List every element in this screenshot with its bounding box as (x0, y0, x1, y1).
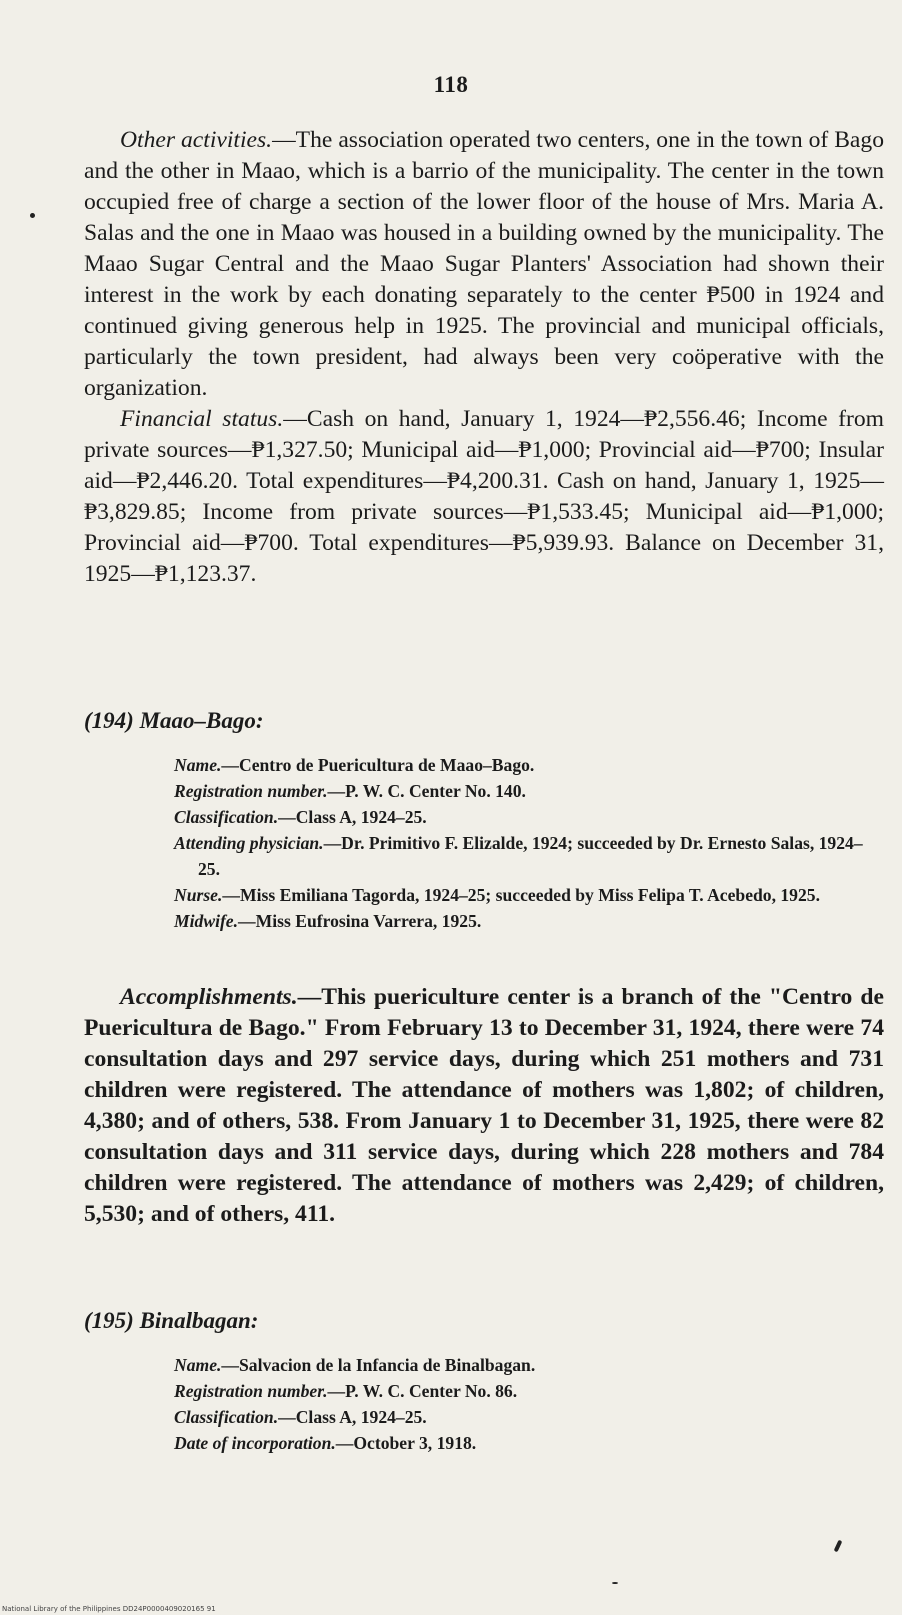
entry-classification (174, 804, 884, 830)
footer-scan-credit: National Library of the Philippines DD24P0000409020165 91 (2, 1605, 216, 1613)
body-text-accomplishments (84, 982, 884, 1230)
entry-date-of-incorporation (174, 1430, 884, 1456)
entry-label: Name. (174, 1355, 222, 1375)
entry-label: Registration number. (174, 781, 328, 801)
section-heading-195: (195) Binalbagan: (84, 1308, 259, 1333)
entry-label: Nurse. (174, 885, 223, 905)
entry-label: Midwife. (174, 911, 239, 931)
entry-classification (174, 1404, 884, 1430)
entry-label: Date of incorporation. (174, 1433, 336, 1453)
paragraph-body: —The association operated two centers, one in the town of Bago and the other in Maao, which is a barrio of the municipality. The center in the town occupied free of charge a section of the lower floor of the house of Mrs. Maria A. Salas and the one in Maao was housed in a building owned by the municipality. The Maao Sugar Central and the Maao Sugar Planters' Association had shown their interest in the work by each donating separately to the center ₱500 in 1924 and continued giving generous help in 1925. The provincial and municipal officials, particularly the town president, had always been very coöperative with the organization. (84, 127, 884, 401)
entry-value: —P. W. C. Center No. 86. (327, 1381, 518, 1401)
entry-label: Classification. (174, 1407, 279, 1427)
entry-label: Registration number. (174, 1381, 328, 1401)
paragraph-body: —This puericulture center is a branch of the "Centro de Puericultura de Bago." From February 13 to December 31, 1924, there were 74 consultation days and 297 service days, during which 251 mothers and 731 children were registered. The attendance of mothers was 1,802; of children, 4,380; and of others, 538. From January 1 to December 31, 1925, there were 82 consultation days and 311 service days, during which 228 mothers and 784 children were registered. The attendance of mothers was 2,429; of children, 5,530; and of others, 411. (84, 984, 884, 1227)
entry-midwife (174, 908, 884, 934)
paragraph-lead: Other activities. (120, 127, 273, 153)
paragraph-other-activities (84, 125, 884, 404)
entry-value: —Class A, 1924–25. (278, 1407, 427, 1427)
entry-value: —October 3, 1918. (335, 1433, 477, 1453)
entry-label: Name. (174, 755, 222, 775)
entry-value: —Salvacion de la Infancia de Binalbagan. (221, 1355, 536, 1375)
entry-list-195 (174, 1352, 884, 1456)
entry-value: —Dr. Primitivo F. Elizalde, 1924; succeeded by Dr. Ernesto Salas, 1924–25. (198, 833, 863, 879)
ink-speck (612, 1582, 618, 1584)
paragraph-lead: Accomplishments. (120, 984, 298, 1010)
entry-value: —P. W. C. Center No. 140. (327, 781, 526, 801)
entry-value: —Class A, 1924–25. (278, 807, 427, 827)
paragraph-financial-status (84, 404, 884, 590)
paragraph-accomplishments (84, 982, 884, 1230)
entry-list-194 (174, 752, 884, 934)
paragraph-lead: Financial status. (120, 406, 284, 432)
ink-speck (30, 213, 35, 218)
ink-mark (834, 1540, 843, 1553)
entry-attending-physician (174, 830, 884, 882)
paragraph-body: —Cash on hand, January 1, 1924—₱2,556.46; Income from private sources—₱1,327.50; Municipal aid—₱1,000; Provincial aid—₱700; Insular aid—₱2,446.20. Total expenditures—₱4,200.31. Cash on hand, January 1, 1925—₱3,829.85; Income from private sources—₱1,533.45; Municipal aid—₱1,000; Provincial aid—₱700. Total expenditures—₱5,939.93. Balance on December 31, 1925—₱1,123.37. (84, 406, 884, 587)
page-number: 118 (433, 72, 469, 97)
entry-name (174, 1352, 884, 1378)
entry-value: —Miss Emiliana Tagorda, 1924–25; succeeded by Miss Felipa T. Acebedo, 1925. (222, 885, 820, 905)
entry-value: —Miss Eufrosina Varrera, 1925. (238, 911, 482, 931)
section-heading-194: (194) Maao–Bago: (84, 708, 264, 733)
entry-name (174, 752, 884, 778)
entry-value: —Centro de Puericultura de Maao–Bago. (221, 755, 535, 775)
entry-label: Classification. (174, 807, 279, 827)
entry-registration-number (174, 778, 884, 804)
entry-label: Attending physician. (174, 833, 324, 853)
entry-nurse (174, 882, 884, 908)
entry-registration-number (174, 1378, 884, 1404)
body-text-top (84, 125, 884, 590)
